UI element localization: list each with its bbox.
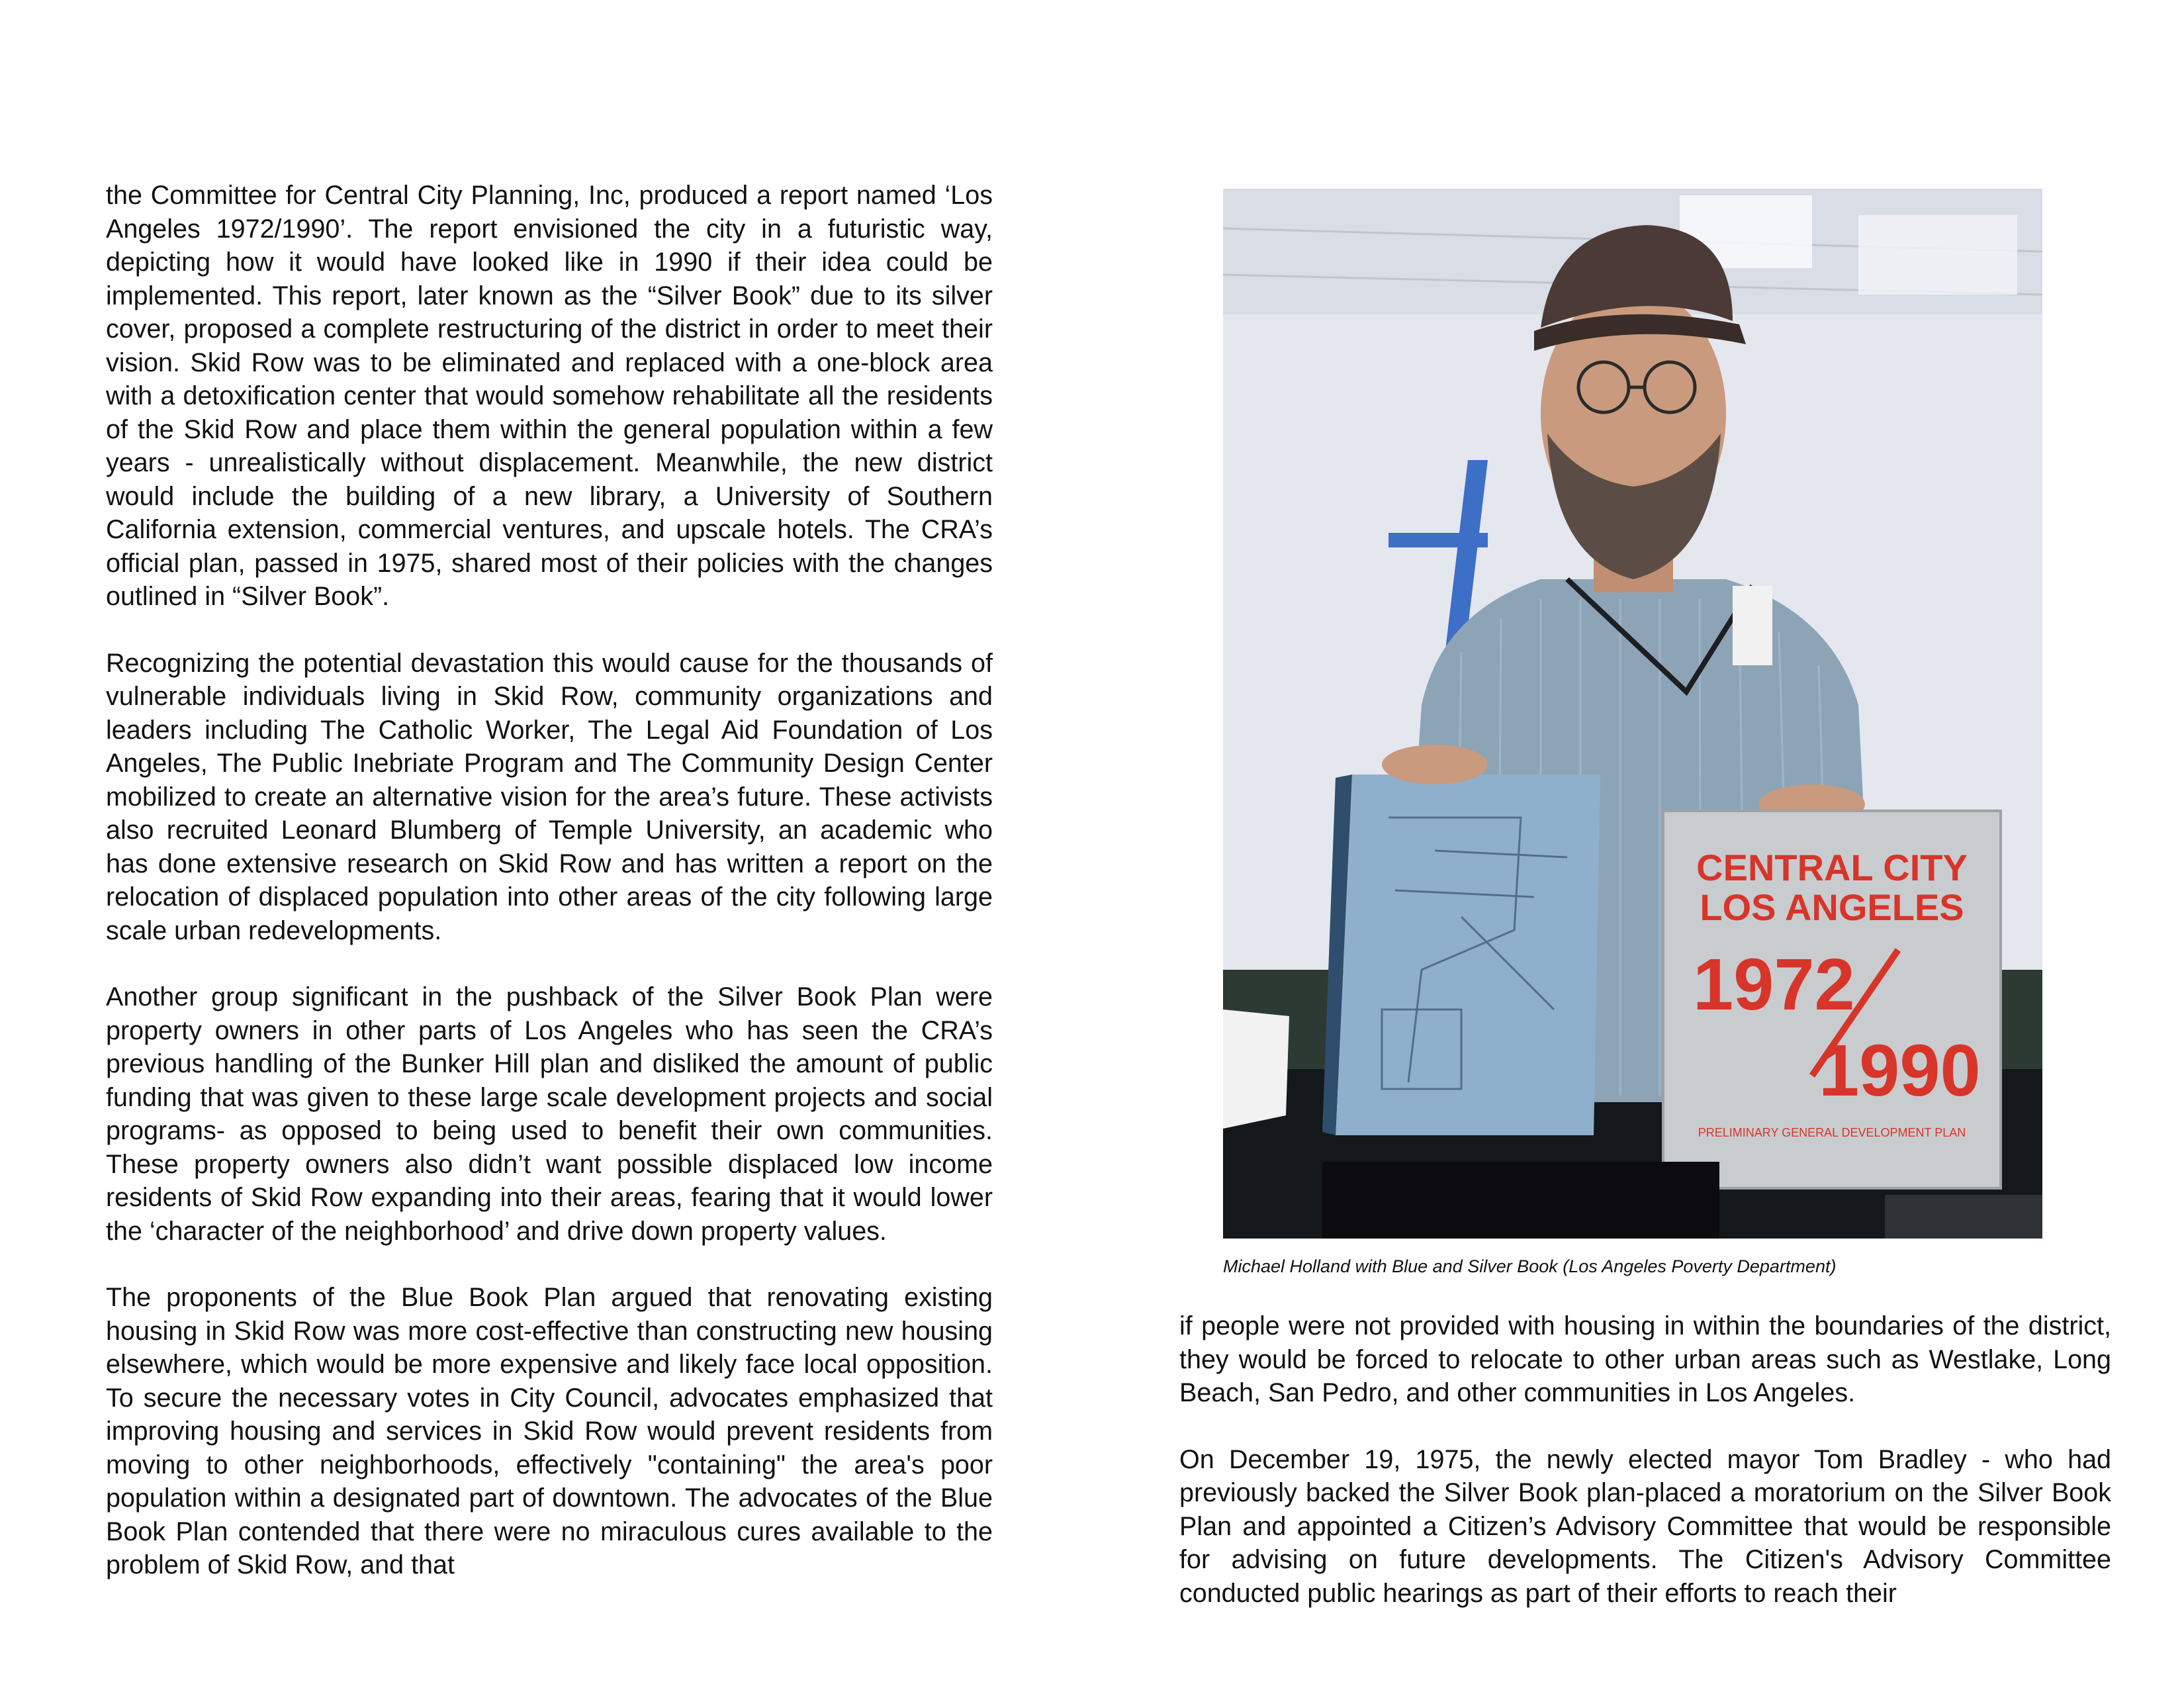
paragraph: The proponents of the Blue Book Plan argued that renovating existing housing in Skid Row was more cost-effective than constructing new housing elsewhere, which would be more expensive and likely face local opposition. To secure the necessary votes in City Council, advocates emphasized that improving housing and services in Skid Row would prevent residents from moving to other neighborhoods, effectively "containing" the area's poor population within a designated part of downtown. The advocates of the Blue Book Plan contended that there were no miraculous cures available to the problem of Skid Row, and that — [106, 1283, 993, 1579]
photo-michael-holland — [1223, 189, 2042, 1239]
paragraph: Another group significant in the pushback of the Silver Book Plan were property owners in other parts of Los Angeles who has seen the CRA’s previous handling of the Bunker Hill plan and disliked the amount of public funding that was given to these large scale development projects and social programs- as opposed to being used to benefit their own communities. These property owners also didn’t want possible displaced low income residents of Skid Row expanding into their areas, fearing that it would lower the ‘character of the neighborhood’ and drive down property values. — [106, 982, 993, 1246]
photo-caption: Michael Holland with Blue and Silver Book (Los Angeles Poverty Department) — [1223, 1256, 1837, 1276]
right-column — [1179, 1309, 2111, 1610]
paragraph: the Committee for Central City Planning, Inc, produced a report named ‘Los Angeles 1972/1990’. The report envisioned the city in a futuristic way, depicting how it would have looked like in 1990 if their idea could be implemented. This report, later known as the “Silver Book” due to its silver cover, proposed a complete restructuring of the district in order to meet their vision. Skid Row was to be eliminated and replaced with a one-block area with a detoxification center that would somehow rehabilitate all the residents of the Skid Row and place them within the general population within a few years - unrealistically without displacement. Meanwhile, the new district would include the building of a new library, a University of Southern California extension, commercial ventures, and upscale hotels. The CRA’s official plan, passed in 1975, shared most of their policies with the changes outlined in “Silver Book”. — [106, 181, 993, 611]
book-subtitle: PRELIMINARY GENERAL DEVELOPMENT PLAN — [1698, 1126, 1966, 1139]
silver-book — [1663, 811, 2001, 1188]
paragraph: Recognizing the potential devastation this would cause for the thousands of vulnerable individuals living in Skid Row, community organizations and leaders including The Catholic Worker, The Legal Aid Foundation of Los Angeles, The Public Inebriate Program and The Community Design Center mobilized to create an alternative vision for the area’s future. These activists also recruited Leonard Blumberg of Temple University, an academic who has done extensive research on Skid Row and has written a report on the relocation of displaced population into other areas of the city following large scale urban redevelopments. — [106, 648, 993, 945]
book-year-start: 1972 — [1693, 944, 1855, 1025]
book-year-end: 1990 — [1819, 1030, 1981, 1111]
left-column — [106, 179, 993, 1582]
book-title-line2: LOS ANGELES — [1700, 886, 1964, 928]
blue-book — [1322, 774, 1600, 1135]
photo-illustration — [1223, 189, 2042, 1239]
book-title-line1: CENTRAL CITY — [1696, 847, 1968, 888]
paragraph: if people were not provided with housing in within the boundaries of the district, they would be forced to relocate to other urban areas such as Westlake, Long Beach, San Pedro, and other communities in Los Angeles. — [1179, 1311, 2111, 1407]
paragraph: On December 19, 1975, the newly elected mayor Tom Bradley - who had previously backed the Silver Book plan-placed a moratorium on the Silver Book Plan and appointed a Citizen’s Advisory Committee that would be responsible for advising on future developments. The Citizen's Advisory Committee conducted public hearings as part of their efforts to reach their — [1179, 1444, 2111, 1608]
